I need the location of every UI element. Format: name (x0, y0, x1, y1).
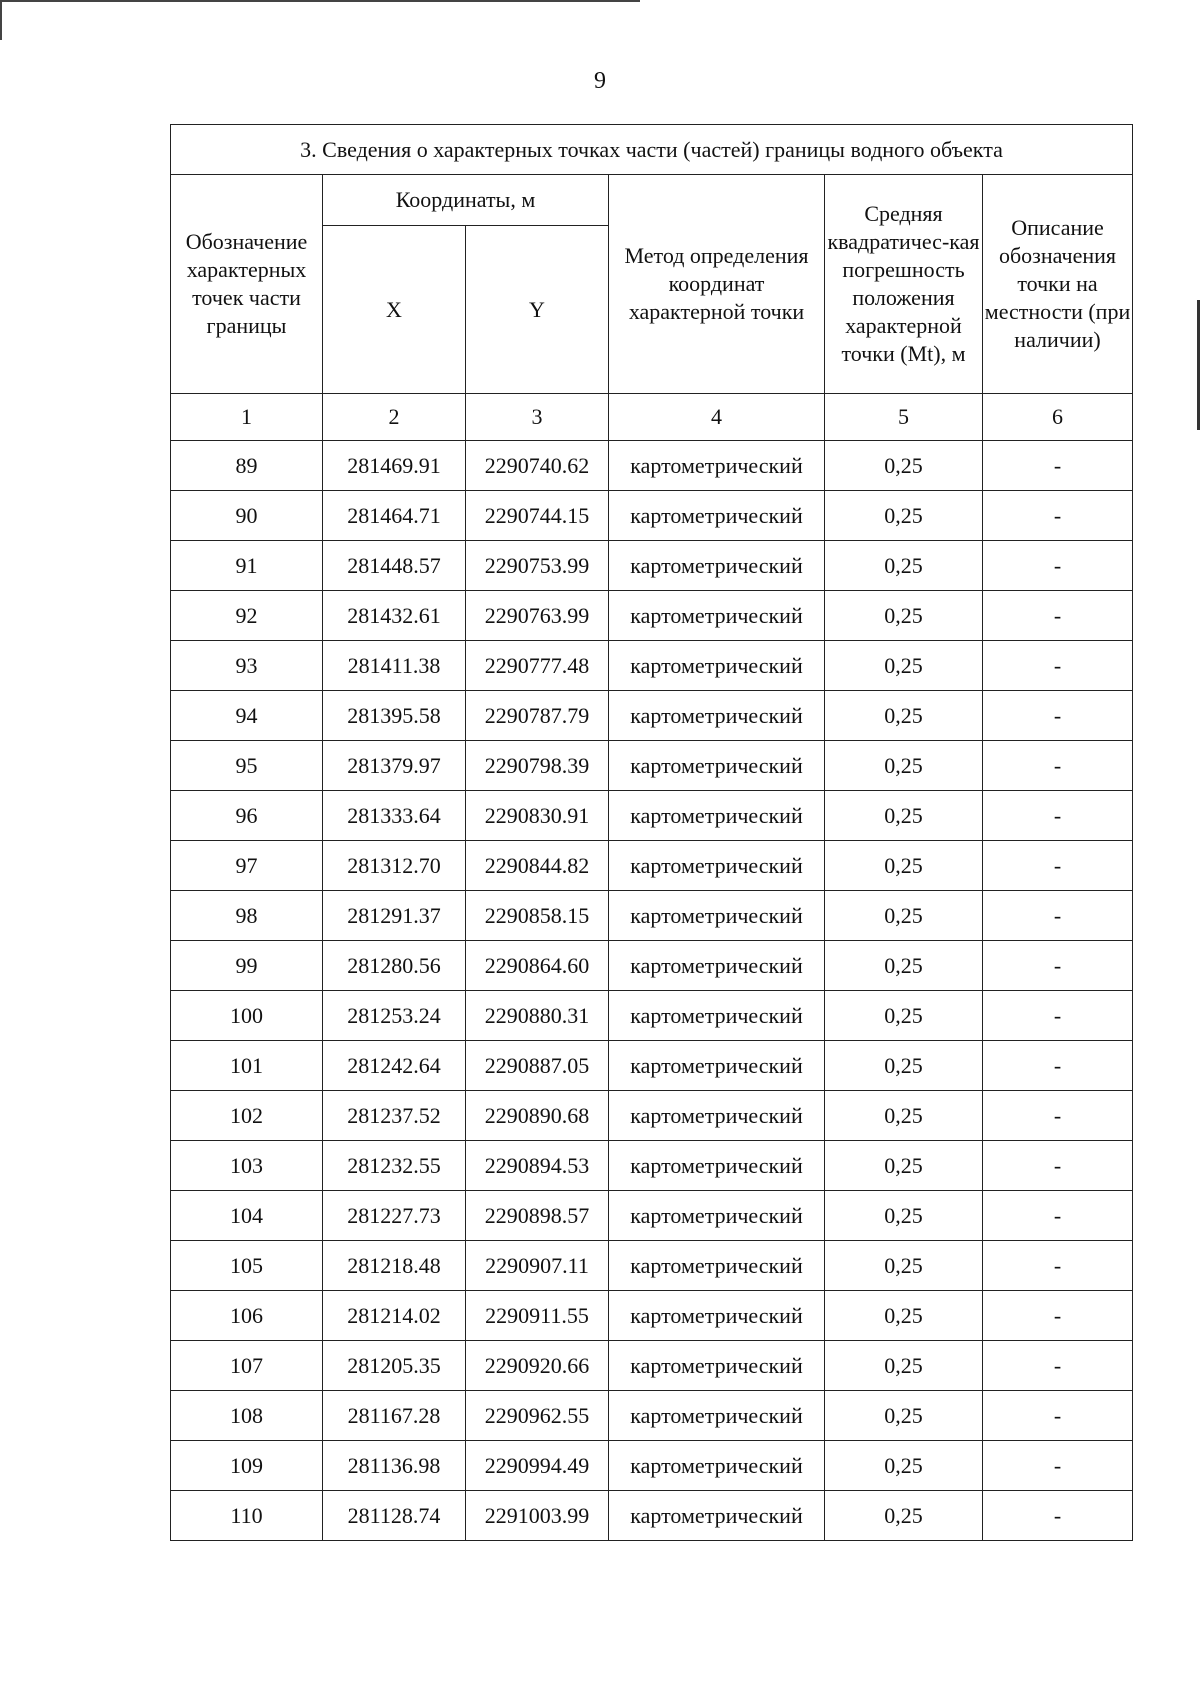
table-row (171, 1041, 1133, 1091)
table-row (171, 591, 1133, 641)
point-cell: 109 (171, 1441, 323, 1491)
description-cell: - (983, 1141, 1133, 1191)
error-cell: 0,25 (825, 791, 983, 841)
y-coordinate-cell: 2290890.68 (466, 1091, 609, 1141)
x-coordinate-cell: 281448.57 (323, 541, 466, 591)
header-x: X (323, 226, 466, 394)
column-number: 5 (825, 394, 983, 441)
point-cell: 93 (171, 641, 323, 691)
method-cell: картометрический (609, 841, 825, 891)
table-row (171, 1441, 1133, 1491)
y-coordinate-cell: 2290994.49 (466, 1441, 609, 1491)
table-row (171, 1391, 1133, 1441)
table-row (171, 1191, 1133, 1241)
point-cell: 91 (171, 541, 323, 591)
description-cell: - (983, 991, 1133, 1041)
column-number: 3 (466, 394, 609, 441)
x-coordinate-cell: 281128.74 (323, 1491, 466, 1541)
error-cell: 0,25 (825, 541, 983, 591)
error-cell: 0,25 (825, 1341, 983, 1391)
y-coordinate-cell: 2290880.31 (466, 991, 609, 1041)
error-cell: 0,25 (825, 991, 983, 1041)
x-coordinate-cell: 281333.64 (323, 791, 466, 841)
x-coordinate-cell: 281464.71 (323, 491, 466, 541)
method-cell: картометрический (609, 1291, 825, 1341)
method-cell: картометрический (609, 641, 825, 691)
y-coordinate-cell: 2290777.48 (466, 641, 609, 691)
point-cell: 104 (171, 1191, 323, 1241)
point-cell: 89 (171, 441, 323, 491)
x-coordinate-cell: 281411.38 (323, 641, 466, 691)
point-cell: 108 (171, 1391, 323, 1441)
description-cell: - (983, 841, 1133, 891)
point-cell: 101 (171, 1041, 323, 1091)
table-row (171, 841, 1133, 891)
description-cell: - (983, 591, 1133, 641)
x-coordinate-cell: 281469.91 (323, 441, 466, 491)
section-title: 3. Сведения о характерных точках части (частей) границы водного объекта (171, 125, 1133, 175)
x-coordinate-cell: 281136.98 (323, 1441, 466, 1491)
header-description: Описание обозначения точки на местности (при наличии) (983, 175, 1133, 394)
method-cell: картометрический (609, 591, 825, 641)
error-cell: 0,25 (825, 841, 983, 891)
method-cell: картометрический (609, 1441, 825, 1491)
table-row (171, 441, 1133, 491)
table-row (171, 791, 1133, 841)
point-cell: 99 (171, 941, 323, 991)
y-coordinate-cell: 2290864.60 (466, 941, 609, 991)
error-cell: 0,25 (825, 491, 983, 541)
method-cell: картометрический (609, 441, 825, 491)
error-cell: 0,25 (825, 1091, 983, 1141)
method-cell: картометрический (609, 1191, 825, 1241)
scan-edge-top (0, 0, 640, 2)
description-cell: - (983, 1291, 1133, 1341)
description-cell: - (983, 1341, 1133, 1391)
method-cell: картометрический (609, 891, 825, 941)
description-cell: - (983, 441, 1133, 491)
column-number: 6 (983, 394, 1133, 441)
y-coordinate-cell: 2290740.62 (466, 441, 609, 491)
table-row (171, 1291, 1133, 1341)
point-cell: 97 (171, 841, 323, 891)
table-row (171, 741, 1133, 791)
x-coordinate-cell: 281232.55 (323, 1141, 466, 1191)
table-row (171, 491, 1133, 541)
x-coordinate-cell: 281167.28 (323, 1391, 466, 1441)
y-coordinate-cell: 2290907.11 (466, 1241, 609, 1291)
column-number: 2 (323, 394, 466, 441)
method-cell: картометрический (609, 991, 825, 1041)
y-coordinate-cell: 2290894.53 (466, 1141, 609, 1191)
y-coordinate-cell: 2291003.99 (466, 1491, 609, 1541)
x-coordinate-cell: 281205.35 (323, 1341, 466, 1391)
x-coordinate-cell: 281218.48 (323, 1241, 466, 1291)
error-cell: 0,25 (825, 1241, 983, 1291)
x-coordinate-cell: 281227.73 (323, 1191, 466, 1241)
table-row (171, 1491, 1133, 1541)
point-cell: 92 (171, 591, 323, 641)
page-number: 9 (594, 68, 606, 94)
point-cell: 106 (171, 1291, 323, 1341)
y-coordinate-cell: 2290911.55 (466, 1291, 609, 1341)
error-cell: 0,25 (825, 741, 983, 791)
header-error: Средняя квадратичес-кая погрешность положения характерной точки (Mt), м (825, 175, 983, 394)
error-cell: 0,25 (825, 1291, 983, 1341)
method-cell: картометрический (609, 1341, 825, 1391)
error-cell: 0,25 (825, 941, 983, 991)
method-cell: картометрический (609, 691, 825, 741)
description-cell: - (983, 1041, 1133, 1091)
table-row (171, 691, 1133, 741)
point-cell: 103 (171, 1141, 323, 1191)
description-cell: - (983, 1491, 1133, 1541)
x-coordinate-cell: 281214.02 (323, 1291, 466, 1341)
y-coordinate-cell: 2290744.15 (466, 491, 609, 541)
column-number: 4 (609, 394, 825, 441)
description-cell: - (983, 1241, 1133, 1291)
error-cell: 0,25 (825, 591, 983, 641)
method-cell: картометрический (609, 1091, 825, 1141)
header-method: Метод определения координат характерной точки (609, 175, 825, 394)
x-coordinate-cell: 281280.56 (323, 941, 466, 991)
description-cell: - (983, 491, 1133, 541)
method-cell: картометрический (609, 491, 825, 541)
error-cell: 0,25 (825, 1191, 983, 1241)
table-row (171, 891, 1133, 941)
table-row (171, 1241, 1133, 1291)
table-row (171, 941, 1133, 991)
point-cell: 90 (171, 491, 323, 541)
y-coordinate-cell: 2290844.82 (466, 841, 609, 891)
column-number: 1 (171, 394, 323, 441)
description-cell: - (983, 941, 1133, 991)
description-cell: - (983, 1191, 1133, 1241)
point-cell: 94 (171, 691, 323, 741)
x-coordinate-cell: 281312.70 (323, 841, 466, 891)
table-row (171, 541, 1133, 591)
coordinates-table (170, 124, 1133, 1541)
point-cell: 102 (171, 1091, 323, 1141)
x-coordinate-cell: 281395.58 (323, 691, 466, 741)
column-number-row (171, 394, 1133, 441)
table-row (171, 641, 1133, 691)
method-cell: картометрический (609, 791, 825, 841)
scan-edge-left (0, 0, 2, 40)
x-coordinate-cell: 281237.52 (323, 1091, 466, 1141)
method-cell: картометрический (609, 1391, 825, 1441)
y-coordinate-cell: 2290798.39 (466, 741, 609, 791)
header-point: Обозначение характерных точек части границы (171, 175, 323, 394)
description-cell: - (983, 741, 1133, 791)
y-coordinate-cell: 2290830.91 (466, 791, 609, 841)
description-cell: - (983, 1391, 1133, 1441)
y-coordinate-cell: 2290962.55 (466, 1391, 609, 1441)
error-cell: 0,25 (825, 1141, 983, 1191)
y-coordinate-cell: 2290858.15 (466, 891, 609, 941)
description-cell: - (983, 541, 1133, 591)
x-coordinate-cell: 281432.61 (323, 591, 466, 641)
y-coordinate-cell: 2290887.05 (466, 1041, 609, 1091)
table-row (171, 1091, 1133, 1141)
description-cell: - (983, 1441, 1133, 1491)
y-coordinate-cell: 2290753.99 (466, 541, 609, 591)
method-cell: картометрический (609, 1041, 825, 1091)
method-cell: картометрический (609, 941, 825, 991)
y-coordinate-cell: 2290763.99 (466, 591, 609, 641)
x-coordinate-cell: 281291.37 (323, 891, 466, 941)
error-cell: 0,25 (825, 1041, 983, 1091)
point-cell: 95 (171, 741, 323, 791)
method-cell: картометрический (609, 541, 825, 591)
description-cell: - (983, 641, 1133, 691)
description-cell: - (983, 1091, 1133, 1141)
point-cell: 107 (171, 1341, 323, 1391)
error-cell: 0,25 (825, 641, 983, 691)
point-cell: 105 (171, 1241, 323, 1291)
description-cell: - (983, 691, 1133, 741)
y-coordinate-cell: 2290920.66 (466, 1341, 609, 1391)
header-coordinates: Координаты, м (323, 175, 609, 226)
x-coordinate-cell: 281379.97 (323, 741, 466, 791)
x-coordinate-cell: 281242.64 (323, 1041, 466, 1091)
y-coordinate-cell: 2290898.57 (466, 1191, 609, 1241)
header-y: Y (466, 226, 609, 394)
point-cell: 110 (171, 1491, 323, 1541)
point-cell: 98 (171, 891, 323, 941)
error-cell: 0,25 (825, 1491, 983, 1541)
point-cell: 100 (171, 991, 323, 1041)
error-cell: 0,25 (825, 891, 983, 941)
y-coordinate-cell: 2290787.79 (466, 691, 609, 741)
method-cell: картометрический (609, 741, 825, 791)
error-cell: 0,25 (825, 441, 983, 491)
method-cell: картометрический (609, 1491, 825, 1541)
method-cell: картометрический (609, 1241, 825, 1291)
x-coordinate-cell: 281253.24 (323, 991, 466, 1041)
table-row (171, 991, 1133, 1041)
error-cell: 0,25 (825, 691, 983, 741)
description-cell: - (983, 791, 1133, 841)
description-cell: - (983, 891, 1133, 941)
table-row (171, 1141, 1133, 1191)
error-cell: 0,25 (825, 1441, 983, 1491)
error-cell: 0,25 (825, 1391, 983, 1441)
table-row (171, 1341, 1133, 1391)
point-cell: 96 (171, 791, 323, 841)
method-cell: картометрический (609, 1141, 825, 1191)
